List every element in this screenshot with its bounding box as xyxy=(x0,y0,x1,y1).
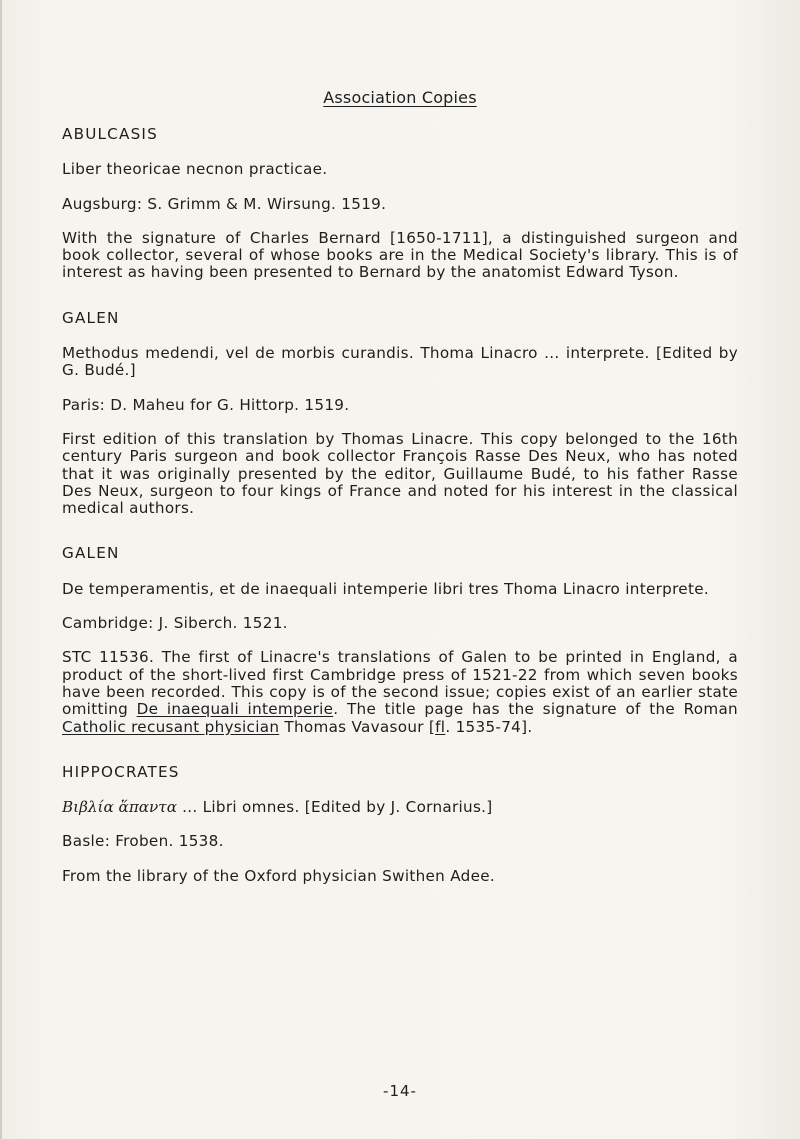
entry-title: Methodus medendi, vel de morbis curandis. Thoma Linacro ... interprete. [Edited by G. Budé.] xyxy=(62,344,738,380)
note-text: . 1535-74]. xyxy=(445,717,533,736)
entry-title: De temperamentis, et de inaequali intemperie libri tres Thoma Linacro interprete. xyxy=(62,579,709,598)
entry-author: HIPPOCRATES xyxy=(62,762,180,781)
entry-note xyxy=(62,649,738,735)
entry-abulcasis xyxy=(62,126,738,282)
entry-imprint: Cambridge: J. Siberch. 1521. xyxy=(62,614,288,633)
page-edge xyxy=(0,0,2,1139)
entry-galen-methodus xyxy=(62,310,738,518)
entry-author: ABULCASIS xyxy=(62,125,158,143)
entry-note: First edition of this translation by Thomas Linacre. This copy belonged to the 16th century Paris surgeon and book collector François Rasse Des Neux, who has noted that it was originally presented by the editor, Guillaume Budé, to his father Rasse Des Neux, surgeon to four kings of France and noted for his interest in the classical medical authors. xyxy=(62,429,738,518)
underlined-title: De inaequali intemperie xyxy=(136,700,334,719)
page-number: -14- xyxy=(383,1082,417,1100)
underlined-abbrev: fl xyxy=(435,717,446,736)
page-heading: Association Copies xyxy=(323,88,477,107)
entry-author: GALEN xyxy=(62,544,120,563)
entry-imprint: Paris: D. Maheu for G. Hittorp. 1519. xyxy=(62,395,350,414)
entry-author: GALEN xyxy=(62,308,120,327)
greek-title: Βιβλία ἅπαντα xyxy=(62,798,177,817)
note-text: . The title page has the signature of the Roman xyxy=(333,700,738,719)
title-rest: ... Libri omnes. [Edited by J. Cornarius.] xyxy=(176,798,493,817)
entry-hippocrates xyxy=(62,764,738,885)
note-text: STC 11536. The first of Linacre's translations of Galen to be printed in England, a product of the short-lived first Cambridge press of 1521-22 from which seven books have been recorded. This copy is of the second issue; copies exist of an earlier state omitting xyxy=(62,648,738,719)
entry-note: With the signature of Charles Bernard [1650-1711], a distinguished surgeon and book collector, several of whose books are in the Medical Society's library. This is of interest as having been presented to Bernard by the anatomist Edward Tyson. xyxy=(62,228,738,282)
entry-title xyxy=(62,799,738,816)
entry-imprint: Basle: Froben. 1538. xyxy=(62,832,224,851)
entry-imprint: Augsburg: S. Grimm & M. Wirsung. 1519. xyxy=(62,194,387,213)
entry-note: From the library of the Oxford physician Swithen Adee. xyxy=(62,866,495,885)
entry-title: Liber theoricae necnon practicae. xyxy=(62,160,328,179)
note-text: Thomas Vavasour [ xyxy=(279,717,436,736)
entry-galen-temperamentis xyxy=(62,545,738,735)
entries-list xyxy=(62,126,738,913)
underlined-phrase: Catholic recusant physician xyxy=(62,717,280,736)
